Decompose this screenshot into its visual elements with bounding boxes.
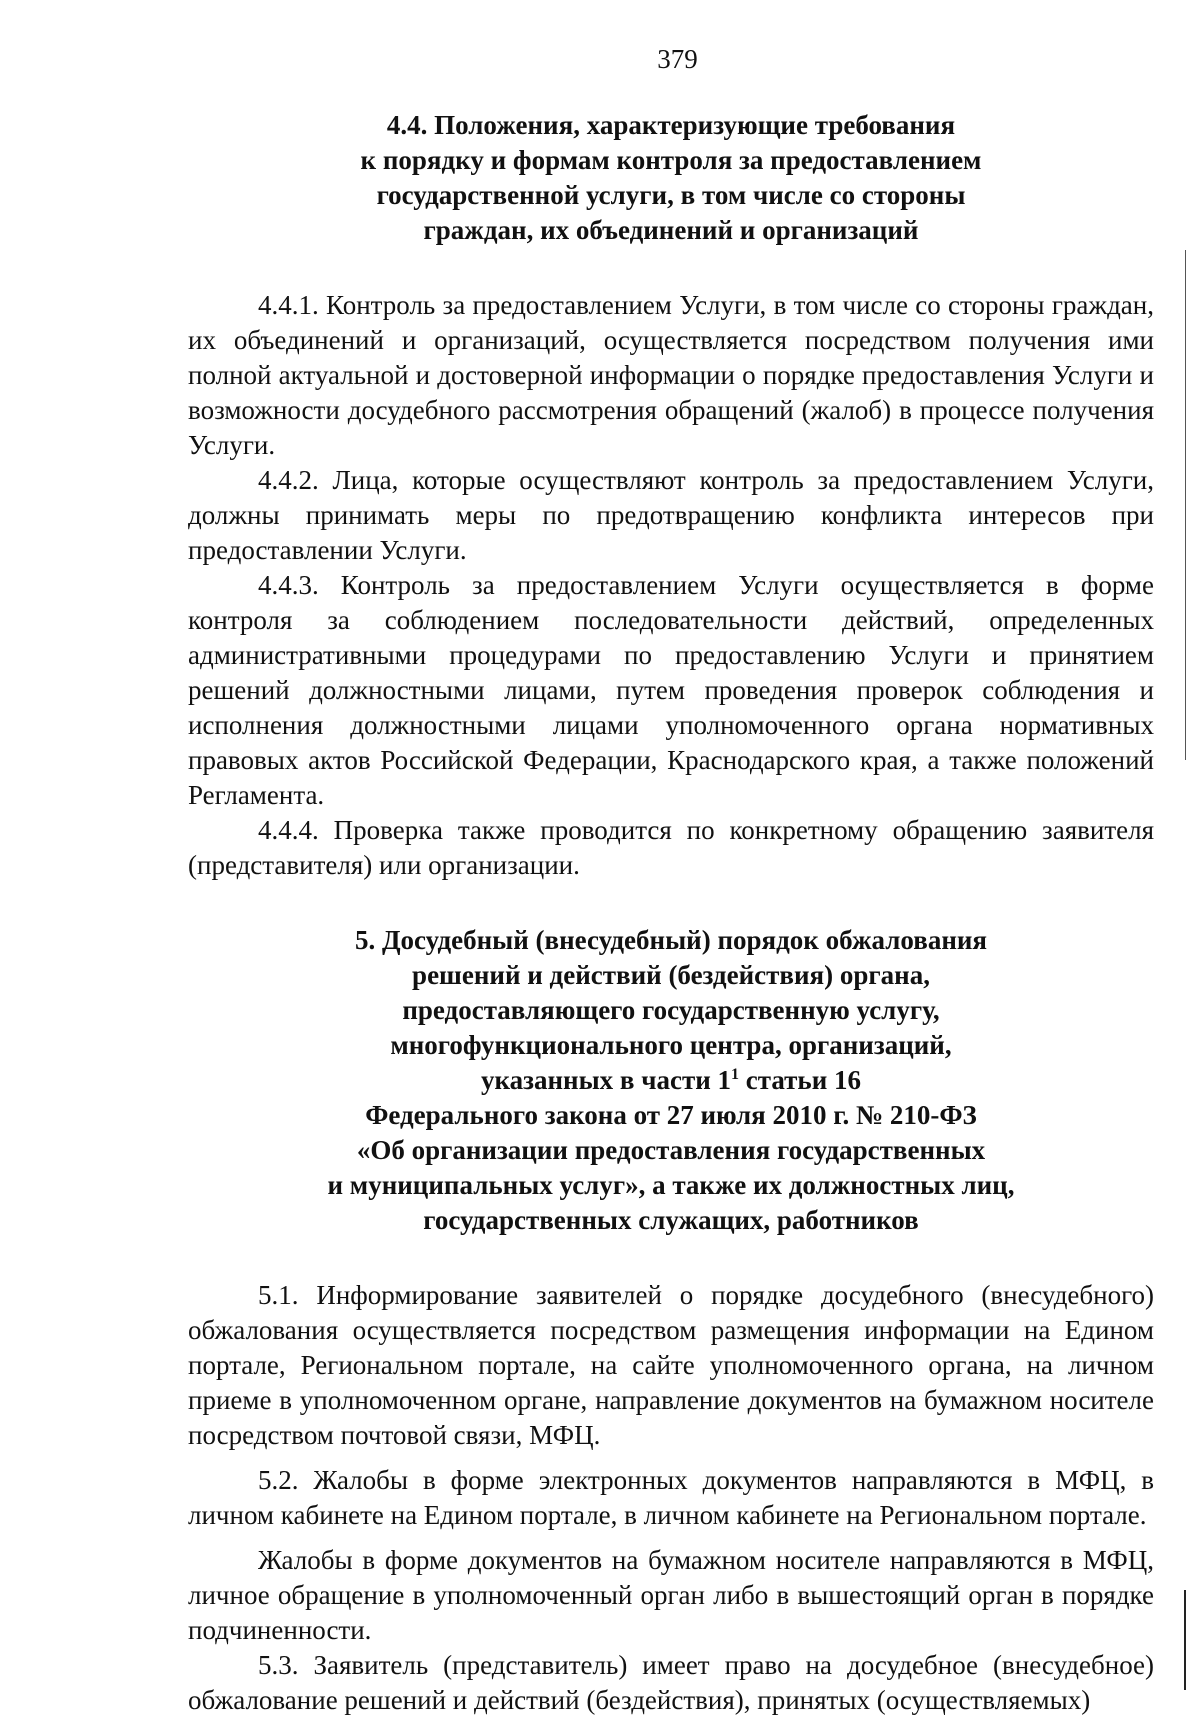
heading-line: многофункционального центра, организаций, (390, 1030, 952, 1060)
heading-line: и муниципальных услуг», а также их должностных лиц, (327, 1170, 1015, 1200)
heading-text: указанных в части 1 (480, 1065, 732, 1095)
heading-line: 4.4. Положения, характеризующие требования (386, 110, 956, 140)
heading-text: статьи 16 (739, 1065, 862, 1095)
paragraph-4-4-1: 4.4.1. Контроль за предоставлением Услуги, в том числе со стороны граждан, их объединений и организаций, осуществляется посредством получения ими полной актуальной и достоверной информации о порядке предоставления Услуги и возможности досудебного рассмотрения обращений (жалоб) в процессе получения Услуги. (188, 290, 1154, 460)
heading-line (188, 1063, 1154, 1098)
section-5-heading (188, 923, 1154, 1238)
paragraph-5-2-continued: Жалобы в форме документов на бумажном носителе направляются в МФЦ, личное обращение в уполномоченный орган либо в вышестоящий орган в порядке подчиненности. (188, 1545, 1154, 1645)
paragraph-5-2: 5.2. Жалобы в форме электронных документов направляются в МФЦ, в личном кабинете на Едином портале, в личном кабинете на Региональном портале. (188, 1465, 1154, 1530)
heading-line: граждан, их объединений и организаций (423, 215, 919, 245)
paragraph-4-4-2: 4.4.2. Лица, которые осуществляют контроль за предоставлением Услуги, должны принимать меры по предотвращению конфликта интересов при предоставлении Услуги. (188, 465, 1154, 565)
heading-line: государственной услуги, в том числе со стороны (376, 180, 966, 210)
paragraph-4-4-4: 4.4.4. Проверка также проводится по конкретному обращению заявителя (представителя) или организации. (188, 815, 1154, 880)
document-body (188, 108, 1154, 1718)
heading-line: «Об организации предоставления государственных (356, 1135, 986, 1165)
heading-line: 5. Досудебный (внесудебный) порядок обжалования (354, 925, 988, 955)
section-4-4-heading (188, 108, 1154, 248)
paragraph-5-3: 5.3. Заявитель (представитель) имеет право на досудебное (внесудебное) обжалование решений и действий (бездействия), принятых (осуществляемых) (188, 1650, 1154, 1715)
scan-edge-line (1185, 250, 1186, 760)
heading-line: Федерального закона от 27 июля 2010 г. № 210-ФЗ (365, 1100, 977, 1130)
superscript: 1 (731, 1066, 740, 1083)
heading-line: к порядку и формам контроля за предоставлением (360, 145, 982, 175)
paragraph-5-1: 5.1. Информирование заявителей о порядке досудебного (внесудебного) обжалования осуществляется посредством размещения информации на Едином портале, Региональном портале, на сайте уполномоченного органа, на личном приеме в уполномоченном органе, направление документов на бумажном носителе посредством почтовой связи, МФЦ. (188, 1280, 1154, 1450)
heading-line: государственных служащих, работников (423, 1205, 919, 1235)
heading-line: решений и действий (бездействия) органа, (412, 960, 930, 990)
heading-line: предоставляющего государственную услугу, (402, 995, 940, 1025)
scan-edge-line (1184, 1590, 1186, 1690)
page-number: 379 (657, 44, 698, 74)
paragraph-4-4-3: 4.4.3. Контроль за предоставлением Услуги осуществляется в форме контроля за соблюдением последовательности действий, определенных административными процедурами по предоставлению Услуги и принятием решений должностными лицами, путем проведения проверок соблюдения и исполнения должностными лицами уполномоченного органа нормативных правовых актов Российской Федерации, Краснодарского края, а также положений Регламента. (188, 570, 1154, 810)
